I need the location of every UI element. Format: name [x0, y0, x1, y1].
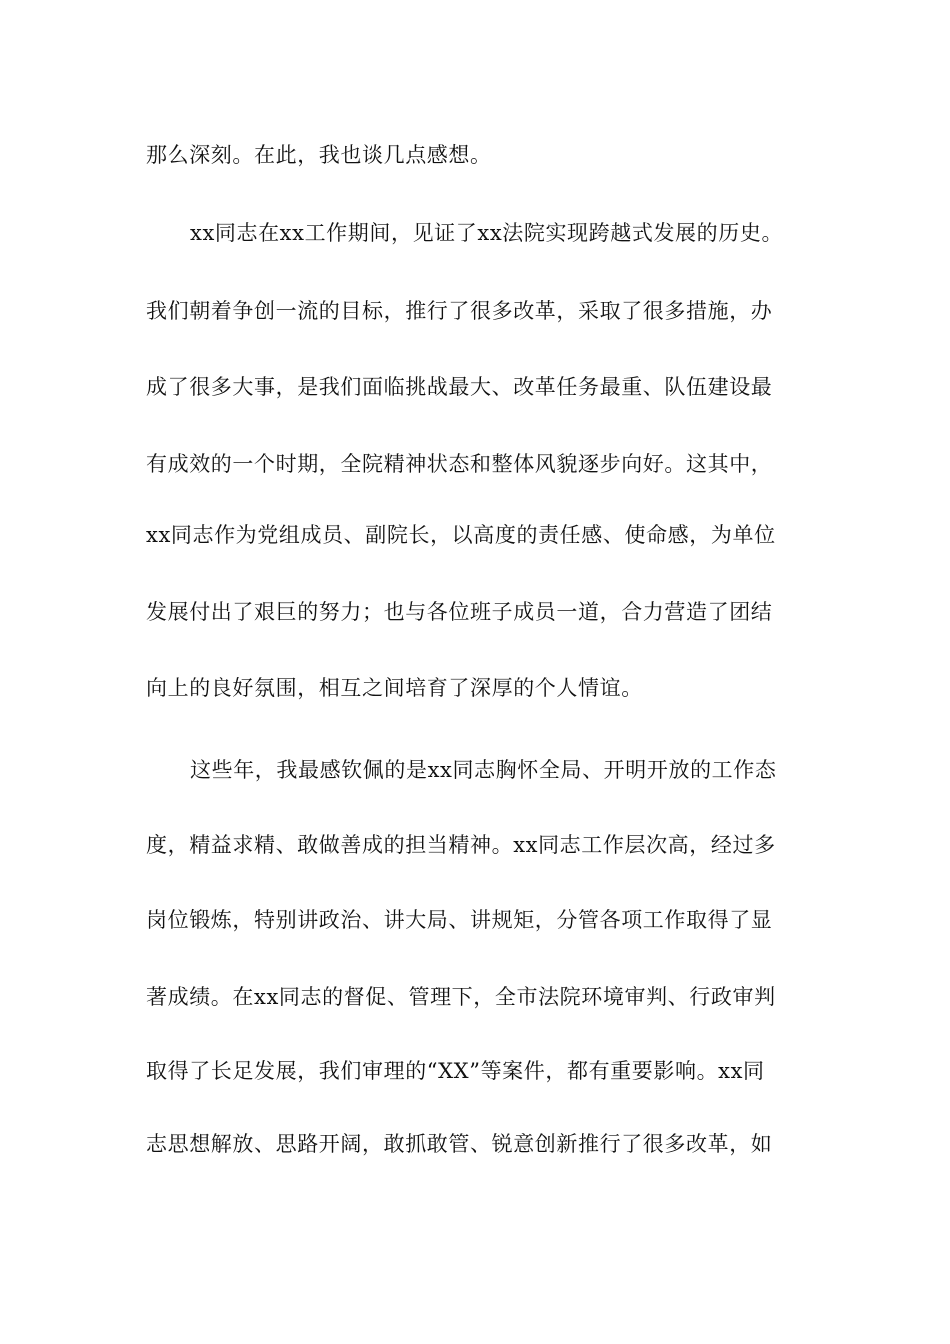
- text-line: 我们朝着争创一流的目标，推行了很多改革，采取了很多措施，办: [146, 299, 773, 323]
- text-line: 有成效的一个时期，全院精神状态和整体风貌逐步向好。这其中，: [146, 452, 773, 476]
- text-line: 著成绩。在xx同志的督促、管理下，全市法院环境审判、行政审判: [146, 985, 776, 1009]
- text-line: 这些年，我最感钦佩的是xx同志胸怀全局、开明开放的工作态: [190, 758, 777, 782]
- text-line: 向上的良好氛围，相互之间培育了深厚的个人情谊。: [146, 676, 643, 700]
- text-line: 志思想解放、思路开阔，敢抓敢管、锐意创新推行了很多改革，如: [146, 1132, 773, 1156]
- text-line: 成了很多大事，是我们面临挑战最大、改革任务最重、队伍建设最: [146, 375, 773, 399]
- text-line: 度，精益求精、敢做善成的担当精神。xx同志工作层次高，经过多: [146, 833, 776, 857]
- text-line: 那么深刻。在此，我也谈几点感想。: [146, 143, 492, 167]
- text-line: xx同志作为党组成员、副院长，以高度的责任感、使命感，为单位: [146, 523, 776, 547]
- text-line: 发展付出了艰巨的努力；也与各位班子成员一道，合力营造了团结: [146, 600, 773, 624]
- text-line: xx同志在xx工作期间，见证了xx法院实现跨越式发展的历史。: [190, 221, 784, 245]
- text-line: 岗位锻炼，特别讲政治、讲大局、讲规矩，分管各项工作取得了显: [146, 908, 773, 932]
- text-line: 取得了长足发展，我们审理的“XX”等案件，都有重要影响。xx同: [146, 1059, 765, 1083]
